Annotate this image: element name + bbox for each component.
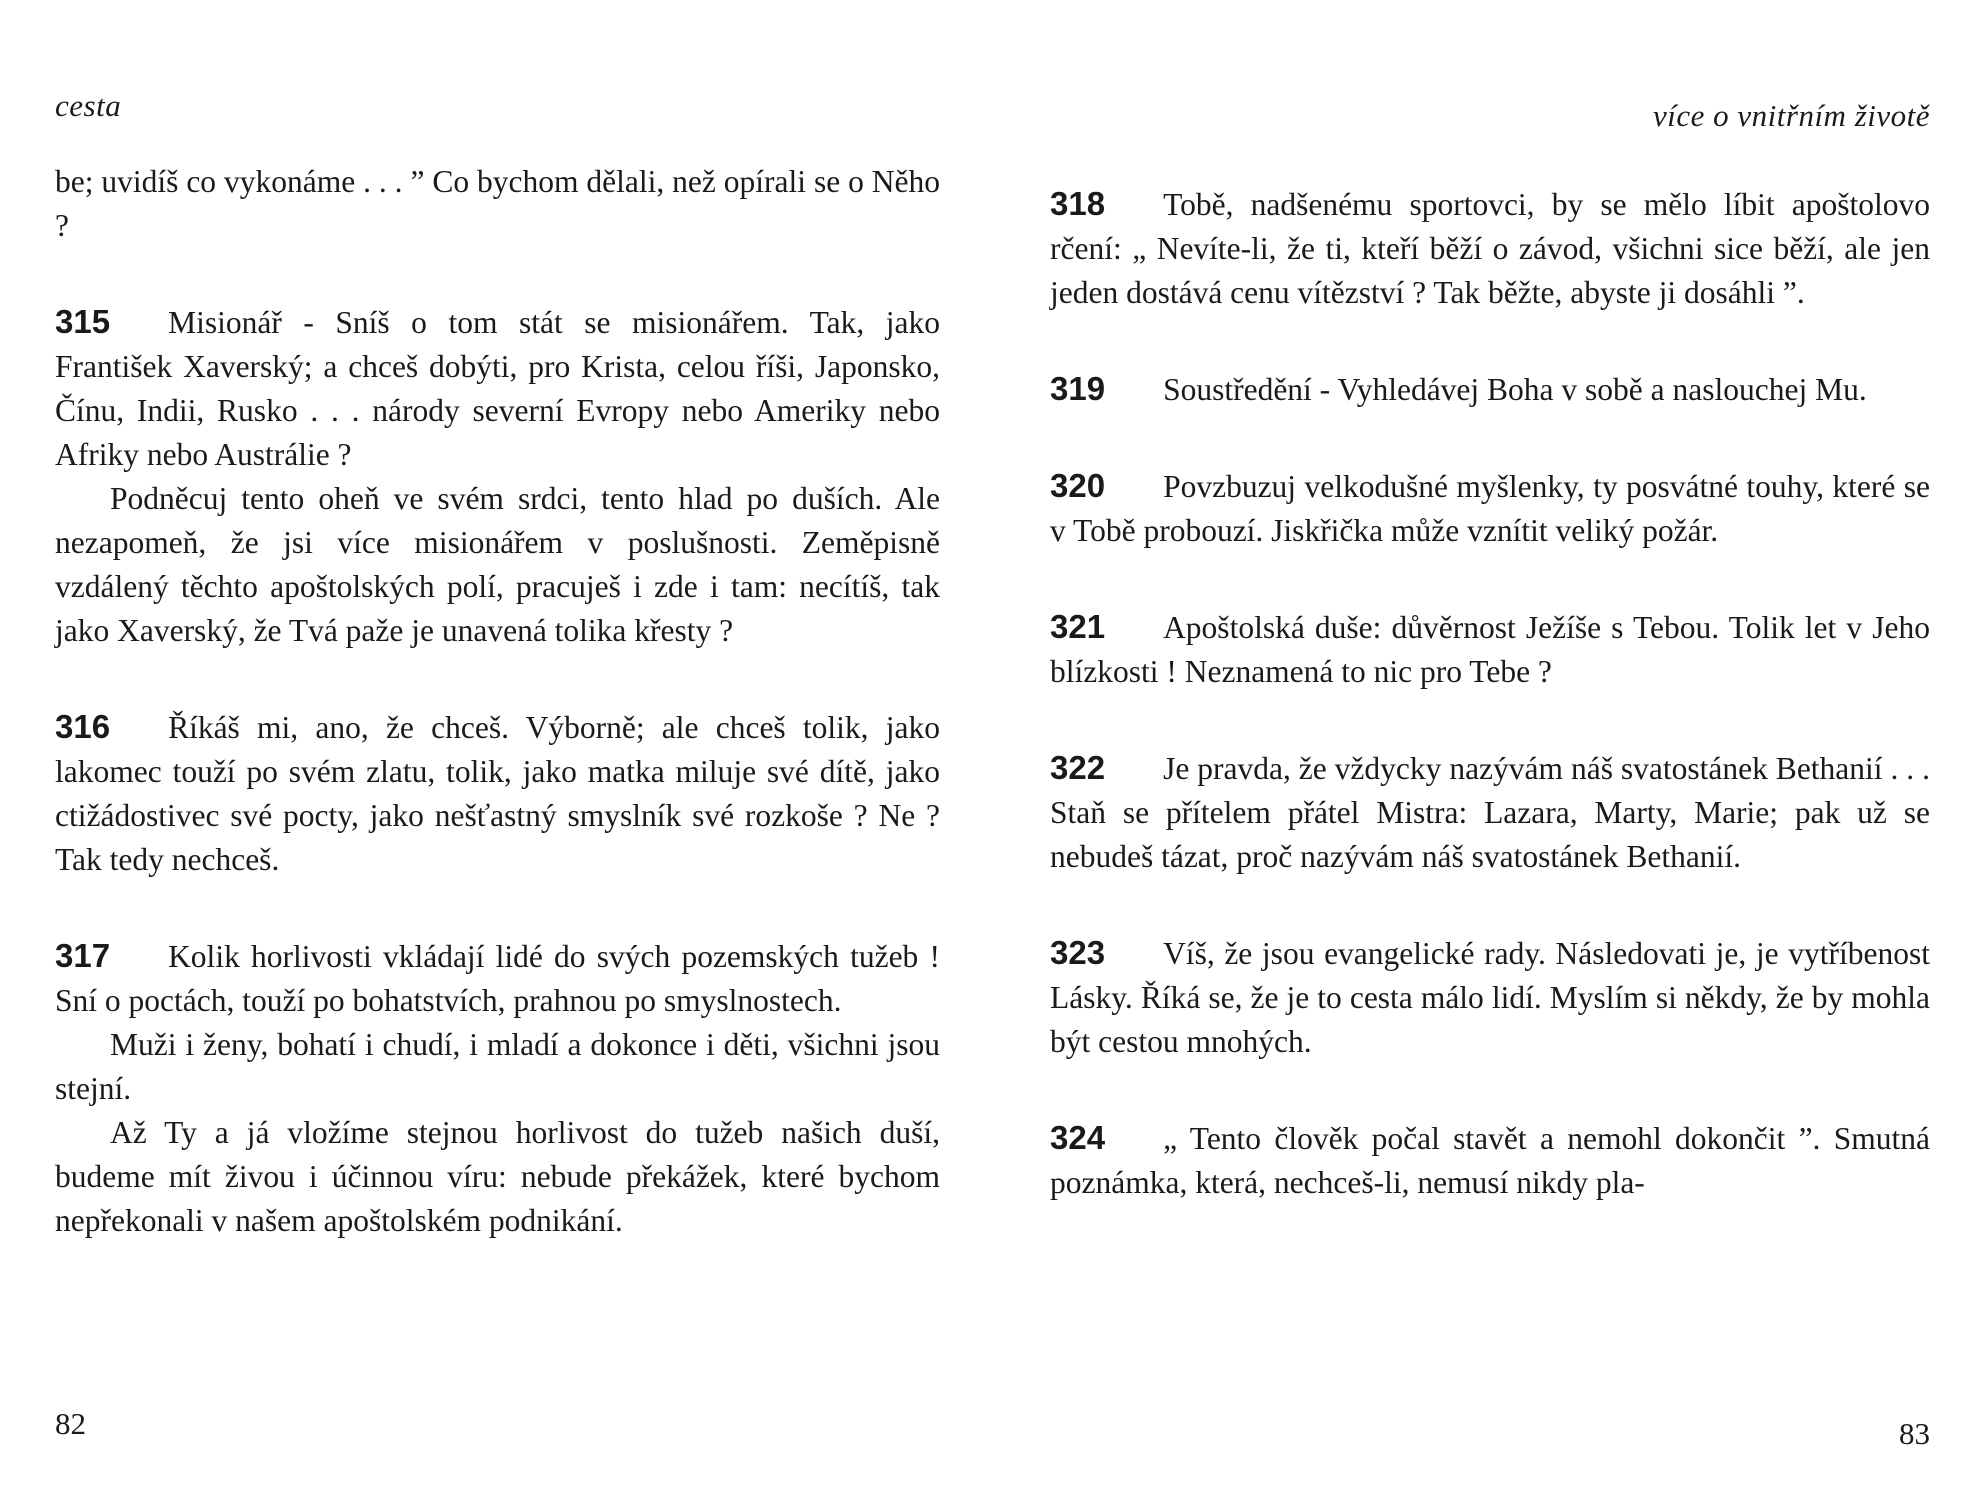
page-number: 82 bbox=[55, 1406, 86, 1441]
entry-text: Povzbuzuj velkodušné myšlenky, ty posvátné touhy, které se v Tobě probouzí. Jiskřička může vznítit veliký požár. bbox=[1050, 469, 1930, 548]
page-body bbox=[55, 160, 940, 1243]
entry-paragraph bbox=[1050, 1116, 1930, 1205]
page-number: 83 bbox=[1899, 1416, 1930, 1451]
entry-text: Apoštolská duše: důvěrnost Ježíše s Tebou. Tolik let v Jeho blízkosti ! Neznamená to nic pro Tebe ? bbox=[1050, 610, 1930, 689]
entry-text: Víš, že jsou evangelické rady. Následovati je, je vytříbenost Lásky. Říká se, že je to cesta málo lidí. Myslím si někdy, že by mohla být cestou mnohých. bbox=[1050, 936, 1930, 1059]
entry-318 bbox=[1050, 182, 1930, 315]
entry-number: 317 bbox=[55, 937, 111, 974]
entry-323 bbox=[1050, 931, 1930, 1064]
entry-316 bbox=[55, 705, 940, 882]
entry-number: 321 bbox=[1050, 608, 1106, 645]
entry-317 bbox=[55, 934, 940, 1243]
continuation-paragraph: be; uvidíš co vykonáme . . . ” Co bychom dělali, než opírali se o Něho ? bbox=[55, 164, 940, 243]
entry-paragraph bbox=[1050, 182, 1930, 315]
entry-paragraph: Muži i ženy, bohatí i chudí, i mladí a dokonce i děti, všichni jsou stejní. bbox=[55, 1027, 940, 1106]
left-page bbox=[55, 0, 940, 1500]
entry-text: Soustředění - Vyhledávej Boha v sobě a naslouchej Mu. bbox=[1163, 372, 1867, 407]
entry-number: 315 bbox=[55, 303, 111, 340]
entry-text: Misionář - Sníš o tom stát se misionářem. Tak, jako František Xaverský; a chceš dobýti, pro Krista, celou říši, Japonsko, Čínu, Indii, Rusko . . . národy severní Evropy nebo Ameriky nebo Afriky nebo Austrálie ? bbox=[55, 305, 940, 472]
entry-319 bbox=[1050, 367, 1930, 412]
running-head: více o vnitřním životě bbox=[1653, 98, 1930, 133]
entry-paragraph bbox=[55, 300, 940, 477]
entry-315 bbox=[55, 300, 940, 653]
entry-number: 318 bbox=[1050, 185, 1106, 222]
entry-paragraph bbox=[1050, 605, 1930, 694]
entry-number: 319 bbox=[1050, 370, 1106, 407]
entry-paragraph bbox=[1050, 931, 1930, 1064]
entry-number: 324 bbox=[1050, 1119, 1106, 1156]
entry-paragraph bbox=[1050, 464, 1930, 553]
running-head: cesta bbox=[55, 88, 122, 123]
entry-paragraph: Podněcuj tento oheň ve svém srdci, tento hlad po duších. Ale nezapomeň, že jsi více misionářem v poslušnosti. Zeměpisně vzdálený těchto apoštolských polí, pracuješ i zde i tam: necítíš, tak jako Xaverský, že Tvá paže je unavená tolika křesty ? bbox=[55, 481, 940, 648]
entry-text: Říkáš mi, ano, že chceš. Výborně; ale chceš tolik, jako lakomec touží po svém zlatu, tolik, jako matka miluje své dítě, jako ctižádostivec své pocty, jako nešťastný smyslník své rozkoše ? Ne ? Tak tedy nechceš. bbox=[55, 710, 940, 877]
entry-paragraph bbox=[1050, 746, 1930, 879]
entry-paragraph bbox=[55, 934, 940, 1023]
entry-number: 322 bbox=[1050, 749, 1106, 786]
entry-paragraph: Až Ty a já vložíme stejnou horlivost do tužeb našich duší, budeme mít živou i účinnou víru: nebude překážek, které bychom nepřekonali v našem apoštolském podnikání. bbox=[55, 1115, 940, 1238]
right-page bbox=[1050, 0, 1930, 1500]
entry-text: Je pravda, že vždycky nazývám náš svatostánek Bethanií . . . Staň se přítelem přátel Mistra: Lazara, Marty, Marie; pak už se nebudeš tázat, proč nazývám náš svatostánek Bethanií. bbox=[1050, 751, 1930, 874]
entry-number: 316 bbox=[55, 708, 111, 745]
entry-number: 320 bbox=[1050, 467, 1106, 504]
entry-320 bbox=[1050, 464, 1930, 553]
entry-321 bbox=[1050, 605, 1930, 694]
entry-322 bbox=[1050, 746, 1930, 879]
entry-text: „ Tento člověk počal stavět a nemohl dokončit ”. Smutná poznámka, která, nechceš-li, nemusí nikdy pla- bbox=[1050, 1121, 1930, 1200]
entry-paragraph bbox=[1050, 367, 1930, 412]
entry-324 bbox=[1050, 1116, 1930, 1205]
entry-text: Tobě, nadšenému sportovci, by se mělo líbit apoštolovo rčení: „ Nevíte-li, že ti, kteří běží o závod, všichni sice běží, ale jen jeden dostává cenu vítězství ? Tak běžte, abyste ji dosáhli ”. bbox=[1050, 187, 1930, 310]
entry-number: 323 bbox=[1050, 934, 1106, 971]
page-body bbox=[1050, 182, 1930, 1205]
entry-text: Kolik horlivosti vkládají lidé do svých pozemských tužeb ! Sní o poctách, touží po bohatstvích, prahnou po smyslnostech. bbox=[55, 939, 940, 1018]
entry-paragraph bbox=[55, 705, 940, 882]
